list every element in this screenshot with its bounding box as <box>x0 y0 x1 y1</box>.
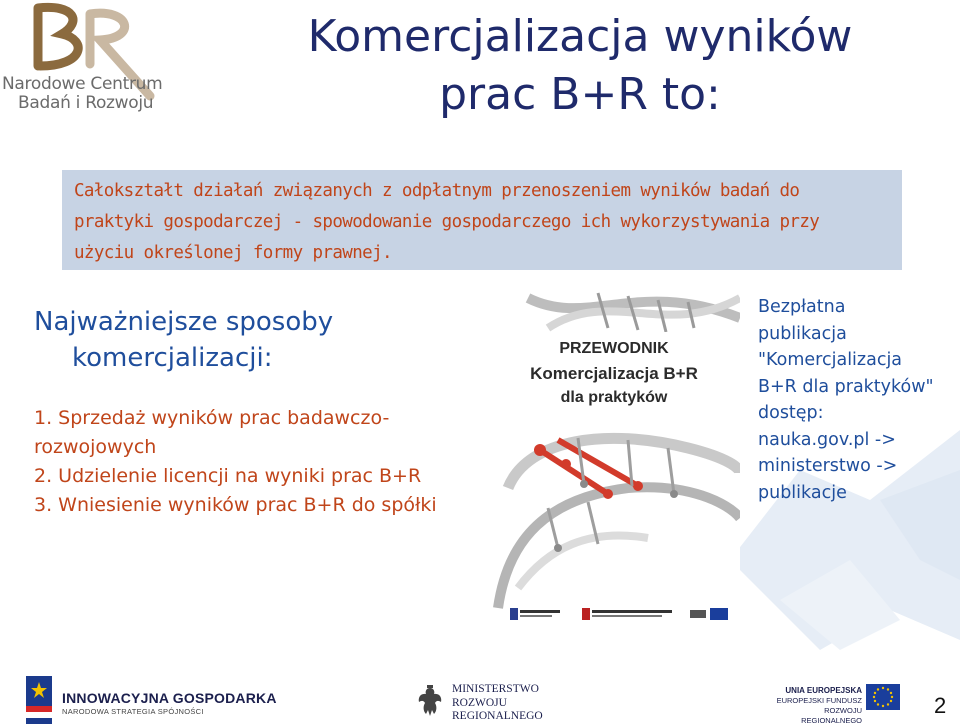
polish-eagle-icon <box>416 684 444 720</box>
ministry-line1: MINISTERSTWO <box>452 683 539 695</box>
list-item: 1. Sprzedaż wyników prac badawczo- <box>34 407 390 429</box>
page-title <box>250 8 910 124</box>
section-heading <box>34 304 454 376</box>
list-item: rozwojowych <box>34 436 157 458</box>
publication-info-line: B+R dla praktyków" <box>758 376 934 397</box>
ministry-name <box>452 683 543 724</box>
innovative-economy-flag-icon <box>26 676 52 724</box>
section-heading-line2: komercjalizacji: <box>72 343 273 373</box>
definition-box <box>62 170 902 270</box>
guide-title-line3: dla praktyków <box>560 389 668 406</box>
list-item: 2. Udzielenie licencji na wyniki prac B+R <box>34 465 422 487</box>
publication-info-line: ministerstwo -> <box>758 456 898 476</box>
definition-line3: użyciu określonej formy prawnej. <box>74 243 392 263</box>
ministry-line2: ROZWOJU <box>452 696 507 709</box>
section-heading-line1: Najważniejsze sposoby <box>34 307 334 337</box>
list-item: 3. Wniesienie wyników prac B+R do spółki <box>34 494 437 516</box>
logo-text-line1: Narodowe Centrum <box>2 74 163 94</box>
definition-line2: praktyki gospodarczej - spowodowanie gospodarczego ich wykorzystywania przy <box>74 212 820 232</box>
publication-info-line: publikacja <box>758 323 847 344</box>
ncbr-logo <box>0 0 200 125</box>
eu-line3: ROZWOJU REGIONALNEGO <box>801 706 862 725</box>
ministry-line3: REGIONALNEGO <box>452 710 543 722</box>
publication-info-line: dostęp: <box>758 403 824 423</box>
page-number: 2 <box>934 693 947 718</box>
guide-title-line1: PRZEWODNIK <box>559 340 669 357</box>
guide-footer-logos <box>496 606 736 622</box>
eu-line1: UNIA EUROPEJSKA <box>785 686 862 695</box>
publication-info <box>758 294 958 506</box>
guide-cover-image <box>488 288 740 624</box>
methods-list <box>34 404 474 520</box>
definition-line1: Całokształt działań związanych z odpłatnym przenoszeniem wyników badań do <box>74 181 800 201</box>
title-line1: Komercjalizacja wyników <box>307 11 853 62</box>
publication-info-line: "Komercjalizacja <box>758 350 903 370</box>
innovative-economy-subtitle: NARODOWA STRATEGIA SPÓJNOŚCI <box>62 707 204 716</box>
logo-text-line2: Badań i Rozwoju <box>18 93 154 113</box>
publication-info-line: Bezpłatna <box>758 297 846 317</box>
title-line2: prac B+R to: <box>439 69 721 120</box>
innovative-economy-title: INNOWACYJNA GOSPODARKA <box>62 690 277 706</box>
eu-flag-icon <box>866 684 900 710</box>
eu-fund-text <box>762 686 862 726</box>
eu-line2: EUROPEJSKI FUNDUSZ <box>776 696 862 705</box>
dna-helix-illustration <box>488 288 740 624</box>
publication-info-line: publikacje <box>758 482 847 503</box>
publication-info-line: nauka.gov.pl -> <box>758 429 896 450</box>
guide-title-line2: Komercjalizacja B+R <box>530 364 698 383</box>
